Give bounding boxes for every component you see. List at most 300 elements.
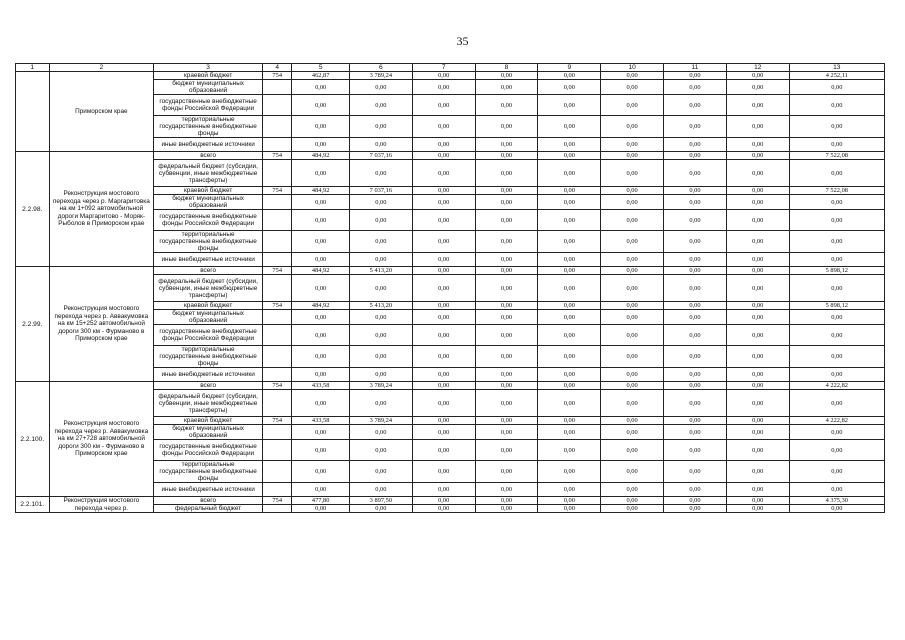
grbs-code [263,390,292,417]
amount-cell: 0,00 [726,253,789,267]
funding-source: иные внебюджетные источники [154,483,263,497]
amount-cell: 0,00 [349,310,412,325]
grbs-code [263,210,292,231]
amount-cell: 0,00 [412,267,475,275]
funding-source: иные внебюджетные источники [154,368,263,382]
amount-cell: 0,00 [538,187,601,195]
table-row [16,382,885,390]
amount-cell: 0,00 [789,116,884,138]
amount-cell: 0,00 [292,461,350,483]
header-row [16,64,885,72]
amount-cell: 0,00 [601,267,664,275]
amount-cell: 0,00 [601,253,664,267]
amount-cell: 0,00 [292,483,350,497]
amount-cell: 0,00 [726,72,789,80]
grbs-code [263,483,292,497]
amount-cell: 0,00 [601,160,664,187]
amount-cell: 0,00 [601,138,664,152]
funding-source: бюджет муниципальных образований [154,195,263,210]
amount-cell: 0,00 [412,187,475,195]
amount-cell: 0,00 [601,382,664,390]
amount-cell: 0,00 [538,253,601,267]
amount-cell: 0,00 [789,346,884,368]
funding-source: краевой бюджет [154,417,263,425]
amount-cell: 0,00 [789,253,884,267]
header-cell: 8 [475,64,538,72]
amount-cell: 0,00 [664,267,727,275]
amount-cell: 0,00 [475,505,538,513]
amount-cell: 0,00 [412,382,475,390]
amount-cell: 0,00 [292,195,350,210]
grbs-code: 754 [263,417,292,425]
amount-cell: 7 522,08 [789,152,884,160]
amount-cell: 0,00 [475,390,538,417]
amount-cell: 484,92 [292,267,350,275]
amount-cell: 0,00 [412,210,475,231]
amount-cell: 0,00 [475,346,538,368]
header-cell: 2 [49,64,154,72]
amount-cell: 0,00 [292,310,350,325]
item-number: 2.2.98. [16,152,50,267]
amount-cell: 0,00 [292,368,350,382]
amount-cell: 0,00 [664,195,727,210]
amount-cell: 0,00 [412,80,475,95]
amount-cell: 0,00 [475,497,538,505]
amount-cell: 3 789,24 [349,72,412,80]
amount-cell: 0,00 [789,195,884,210]
amount-cell: 0,00 [726,440,789,461]
amount-cell: 0,00 [475,116,538,138]
amount-cell: 0,00 [475,461,538,483]
amount-cell: 0,00 [538,440,601,461]
amount-cell: 0,00 [789,505,884,513]
amount-cell: 4 222,82 [789,417,884,425]
amount-cell: 0,00 [475,210,538,231]
amount-cell: 0,00 [664,382,727,390]
amount-cell: 0,00 [601,483,664,497]
amount-cell: 0,00 [538,310,601,325]
amount-cell: 0,00 [789,95,884,116]
amount-cell: 0,00 [726,483,789,497]
amount-cell: 0,00 [538,346,601,368]
funding-source: иные внебюджетные источники [154,253,263,267]
amount-cell: 0,00 [349,116,412,138]
item-name: Реконструкция мостового перехода через р. Аввакумовка на км 27+728 автомобильной дороги 300 км - Фурманово в Приморском крае [49,382,154,497]
amount-cell: 0,00 [292,138,350,152]
amount-cell: 0,00 [538,505,601,513]
amount-cell: 0,00 [601,461,664,483]
funding-source: государственные внебюджетные фонды Российской Федерации [154,95,263,116]
amount-cell: 0,00 [412,152,475,160]
amount-cell: 484,92 [292,187,350,195]
grbs-code [263,231,292,253]
header-cell: 5 [292,64,350,72]
grbs-code [263,310,292,325]
amount-cell: 0,00 [412,160,475,187]
amount-cell: 484,92 [292,152,350,160]
amount-cell: 0,00 [601,390,664,417]
amount-cell: 0,00 [349,505,412,513]
amount-cell: 0,00 [726,231,789,253]
grbs-code [263,80,292,95]
amount-cell: 0,00 [726,187,789,195]
amount-cell: 0,00 [349,210,412,231]
header-cell: 4 [263,64,292,72]
amount-cell: 0,00 [726,195,789,210]
amount-cell: 484,92 [292,302,350,310]
amount-cell: 0,00 [538,231,601,253]
amount-cell: 0,00 [475,80,538,95]
amount-cell: 0,00 [601,368,664,382]
amount-cell: 0,00 [664,368,727,382]
amount-cell: 0,00 [789,368,884,382]
grbs-code [263,138,292,152]
amount-cell: 0,00 [412,95,475,116]
amount-cell: 3 789,24 [349,417,412,425]
amount-cell: 0,00 [538,325,601,346]
amount-cell: 0,00 [475,325,538,346]
amount-cell: 0,00 [601,325,664,346]
grbs-code [263,95,292,116]
amount-cell: 0,00 [601,425,664,440]
amount-cell: 0,00 [349,195,412,210]
item-name: Реконструкция мостового перехода через р. Маргаритовка на км 1+092 автомобильной дороги Маргаритово - Моряк-Рыболов в Приморском крае [49,152,154,267]
amount-cell: 0,00 [475,417,538,425]
grbs-code [263,505,292,513]
amount-cell: 477,80 [292,497,350,505]
amount-cell: 0,00 [475,195,538,210]
amount-cell: 0,00 [292,325,350,346]
amount-cell: 0,00 [664,253,727,267]
amount-cell: 0,00 [292,160,350,187]
amount-cell: 0,00 [292,210,350,231]
amount-cell: 0,00 [292,116,350,138]
grbs-code [263,325,292,346]
amount-cell: 0,00 [475,310,538,325]
amount-cell: 0,00 [601,72,664,80]
amount-cell: 0,00 [412,440,475,461]
amount-cell: 0,00 [789,231,884,253]
amount-cell: 0,00 [538,382,601,390]
amount-cell: 0,00 [789,325,884,346]
grbs-code: 754 [263,152,292,160]
amount-cell: 0,00 [664,95,727,116]
amount-cell: 0,00 [726,390,789,417]
funding-source: территориальные государственные внебюджетные фонды [154,116,263,138]
amount-cell: 0,00 [538,390,601,417]
grbs-code: 754 [263,497,292,505]
amount-cell: 5 898,12 [789,267,884,275]
amount-cell: 0,00 [664,160,727,187]
amount-cell: 0,00 [412,275,475,302]
amount-cell: 0,00 [538,160,601,187]
amount-cell: 0,00 [601,152,664,160]
amount-cell: 0,00 [726,310,789,325]
table-row [16,72,885,80]
amount-cell: 0,00 [538,417,601,425]
grbs-code: 754 [263,302,292,310]
amount-cell: 0,00 [475,275,538,302]
funding-source: федеральный бюджет (субсидии, субвенции, иные межбюджетные трансферты) [154,160,263,187]
table-row [16,267,885,275]
grbs-code [263,116,292,138]
amount-cell: 0,00 [349,368,412,382]
header-cell: 13 [789,64,884,72]
funding-source: федеральный бюджет [154,505,263,513]
amount-cell: 7 037,16 [349,152,412,160]
amount-cell: 0,00 [664,497,727,505]
amount-cell: 0,00 [349,138,412,152]
funding-source: бюджет муниципальных образований [154,310,263,325]
amount-cell: 0,00 [349,325,412,346]
amount-cell: 0,00 [601,497,664,505]
grbs-code [263,160,292,187]
amount-cell: 433,58 [292,417,350,425]
amount-cell: 0,00 [349,483,412,497]
amount-cell: 0,00 [292,253,350,267]
amount-cell: 0,00 [538,267,601,275]
amount-cell: 0,00 [538,461,601,483]
grbs-code [263,346,292,368]
amount-cell: 0,00 [726,382,789,390]
amount-cell: 0,00 [664,80,727,95]
grbs-code: 754 [263,382,292,390]
amount-cell: 0,00 [726,80,789,95]
amount-cell: 0,00 [475,152,538,160]
header-cell: 3 [154,64,263,72]
item-number: 2.2.99. [16,267,50,382]
amount-cell: 0,00 [538,368,601,382]
amount-cell: 0,00 [789,275,884,302]
amount-cell: 0,00 [538,302,601,310]
amount-cell: 7 037,16 [349,187,412,195]
funding-source: территориальные государственные внебюджетные фонды [154,461,263,483]
amount-cell: 0,00 [664,152,727,160]
amount-cell: 0,00 [475,231,538,253]
amount-cell: 0,00 [292,275,350,302]
amount-cell: 0,00 [726,302,789,310]
amount-cell: 0,00 [601,275,664,302]
amount-cell: 0,00 [292,95,350,116]
amount-cell: 0,00 [412,253,475,267]
funding-source: всего [154,152,263,160]
amount-cell: 0,00 [349,95,412,116]
funding-source: государственные внебюджетные фонды Российской Федерации [154,325,263,346]
amount-cell: 0,00 [412,368,475,382]
amount-cell: 0,00 [349,461,412,483]
funding-source: территориальные государственные внебюджетные фонды [154,346,263,368]
header-cell: 7 [412,64,475,72]
amount-cell: 0,00 [726,425,789,440]
amount-cell: 0,00 [601,417,664,425]
amount-cell: 0,00 [292,505,350,513]
amount-cell: 0,00 [664,275,727,302]
amount-cell: 0,00 [349,160,412,187]
amount-cell: 0,00 [292,390,350,417]
funding-source: федеральный бюджет (субсидии, субвенции, иные межбюджетные трансферты) [154,275,263,302]
amount-cell: 0,00 [475,425,538,440]
amount-cell: 0,00 [664,325,727,346]
funding-source: бюджет муниципальных образований [154,425,263,440]
grbs-code: 754 [263,72,292,80]
item-number [16,72,50,152]
grbs-code [263,425,292,440]
item-name: Реконструкция мостового перехода через р. [49,497,154,513]
amount-cell: 0,00 [789,390,884,417]
item-number: 2.2.101. [16,497,50,513]
table-row [16,497,885,505]
amount-cell: 0,00 [475,440,538,461]
amount-cell: 0,00 [475,72,538,80]
amount-cell: 0,00 [412,195,475,210]
amount-cell: 0,00 [412,497,475,505]
amount-cell: 0,00 [349,346,412,368]
amount-cell: 0,00 [475,368,538,382]
item-number: 2.2.100. [16,382,50,497]
funding-source: федеральный бюджет (субсидии, субвенции, иные межбюджетные трансферты) [154,390,263,417]
amount-cell: 0,00 [538,138,601,152]
amount-cell: 0,00 [292,80,350,95]
item-name: Приморском крае [49,72,154,152]
amount-cell: 0,00 [538,425,601,440]
amount-cell: 5 898,12 [789,302,884,310]
budget-table [15,63,885,513]
amount-cell: 0,00 [789,160,884,187]
amount-cell: 7 522,08 [789,187,884,195]
funding-source: бюджет муниципальных образований [154,80,263,95]
amount-cell: 0,00 [601,80,664,95]
amount-cell: 0,00 [664,116,727,138]
amount-cell: 0,00 [538,116,601,138]
amount-cell: 0,00 [349,80,412,95]
amount-cell: 0,00 [412,231,475,253]
amount-cell: 0,00 [412,346,475,368]
amount-cell: 0,00 [726,497,789,505]
amount-cell: 0,00 [412,483,475,497]
grbs-code [263,195,292,210]
amount-cell: 0,00 [538,275,601,302]
amount-cell: 0,00 [601,310,664,325]
amount-cell: 0,00 [726,267,789,275]
grbs-code [263,253,292,267]
amount-cell: 0,00 [601,95,664,116]
amount-cell: 0,00 [475,95,538,116]
amount-cell: 0,00 [664,417,727,425]
amount-cell: 0,00 [538,497,601,505]
amount-cell: 0,00 [726,461,789,483]
amount-cell: 0,00 [726,417,789,425]
amount-cell: 0,00 [412,325,475,346]
amount-cell: 0,00 [475,267,538,275]
amount-cell: 0,00 [412,302,475,310]
amount-cell: 0,00 [538,210,601,231]
page-number: 35 [456,34,469,48]
grbs-code [263,461,292,483]
amount-cell: 433,58 [292,382,350,390]
amount-cell: 0,00 [601,440,664,461]
amount-cell: 0,00 [601,346,664,368]
amount-cell: 0,00 [726,210,789,231]
amount-cell: 0,00 [789,80,884,95]
amount-cell: 3 789,24 [349,382,412,390]
amount-cell: 0,00 [664,310,727,325]
amount-cell: 0,00 [601,231,664,253]
amount-cell: 0,00 [292,440,350,461]
amount-cell: 0,00 [726,152,789,160]
header-cell: 12 [726,64,789,72]
amount-cell: 0,00 [349,425,412,440]
amount-cell: 0,00 [538,152,601,160]
amount-cell: 3 897,50 [349,497,412,505]
header-cell: 10 [601,64,664,72]
amount-cell: 0,00 [475,253,538,267]
amount-cell: 0,00 [601,187,664,195]
amount-cell: 0,00 [412,461,475,483]
funding-source: краевой бюджет [154,302,263,310]
amount-cell: 462,87 [292,72,350,80]
amount-cell: 0,00 [664,72,727,80]
funding-source: всего [154,382,263,390]
amount-cell: 0,00 [601,195,664,210]
grbs-code [263,368,292,382]
amount-cell: 0,00 [412,310,475,325]
funding-source: всего [154,267,263,275]
amount-cell: 0,00 [789,425,884,440]
amount-cell: 5 413,20 [349,302,412,310]
table-row [16,152,885,160]
amount-cell: 0,00 [664,483,727,497]
amount-cell: 0,00 [349,440,412,461]
amount-cell: 0,00 [412,390,475,417]
funding-source: краевой бюджет [154,187,263,195]
amount-cell: 0,00 [726,346,789,368]
amount-cell: 0,00 [538,195,601,210]
amount-cell: 0,00 [664,505,727,513]
amount-cell: 5 413,20 [349,267,412,275]
funding-source: иные внебюджетные источники [154,138,263,152]
amount-cell: 0,00 [292,231,350,253]
amount-cell: 0,00 [412,425,475,440]
amount-cell: 0,00 [412,116,475,138]
amount-cell: 0,00 [412,72,475,80]
amount-cell: 0,00 [664,425,727,440]
amount-cell: 0,00 [664,461,727,483]
item-name: Реконструкция мостового перехода через р. Аввакумовка на км 15+252 автомобильной дороги 300 км - Фурманово в Приморском крае [49,267,154,382]
header-cell: 9 [538,64,601,72]
amount-cell: 0,00 [475,138,538,152]
amount-cell: 0,00 [789,138,884,152]
amount-cell: 0,00 [601,210,664,231]
header-cell: 6 [349,64,412,72]
amount-cell: 0,00 [475,160,538,187]
amount-cell: 0,00 [538,80,601,95]
grbs-code: 754 [263,187,292,195]
amount-cell: 0,00 [789,461,884,483]
amount-cell: 0,00 [726,325,789,346]
amount-cell: 0,00 [538,72,601,80]
header-cell: 11 [664,64,727,72]
funding-source: краевой бюджет [154,72,263,80]
amount-cell: 0,00 [349,275,412,302]
amount-cell: 0,00 [664,346,727,368]
amount-cell: 0,00 [726,160,789,187]
amount-cell: 0,00 [664,302,727,310]
amount-cell: 0,00 [664,138,727,152]
amount-cell: 0,00 [664,187,727,195]
amount-cell: 0,00 [726,368,789,382]
amount-cell: 4 252,11 [789,72,884,80]
amount-cell: 0,00 [475,187,538,195]
